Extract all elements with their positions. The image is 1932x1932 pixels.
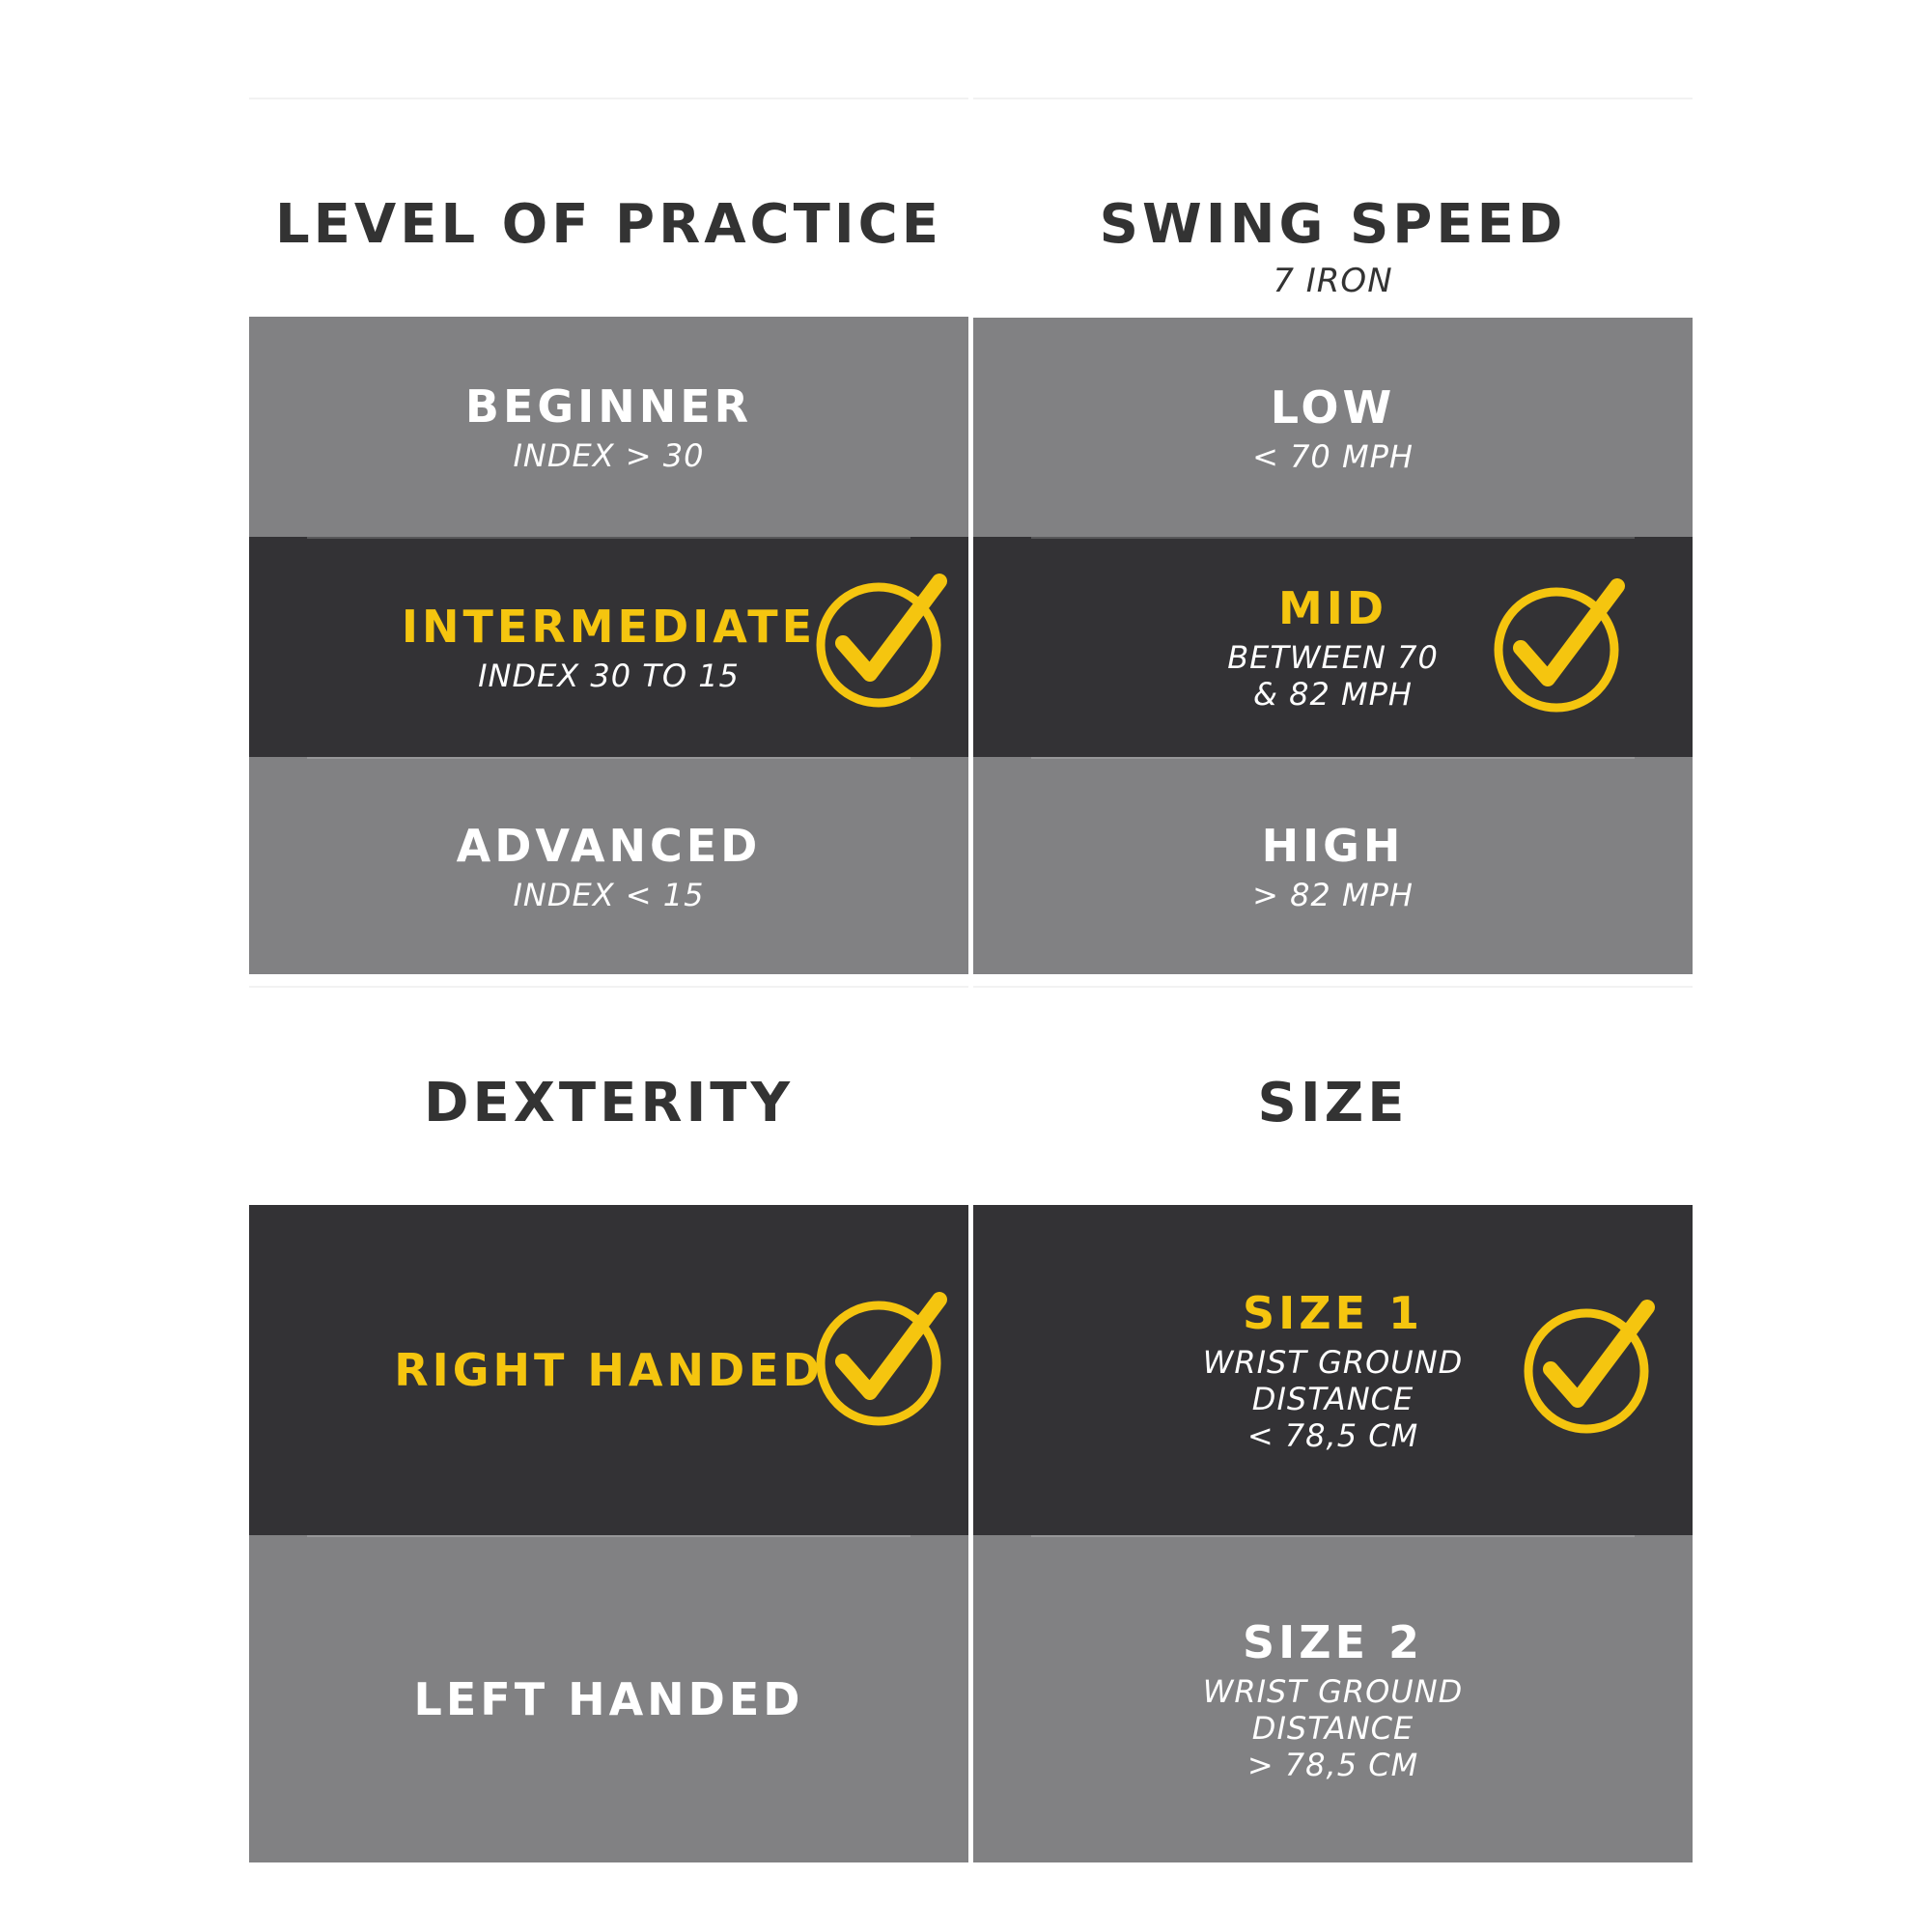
- option-desc-line1: BETWEEN 70: [1227, 639, 1439, 676]
- option-text: [1252, 819, 1414, 913]
- option-size-2[interactable]: [973, 1535, 1693, 1862]
- swing-header: [973, 194, 1693, 300]
- option-label: MID: [1277, 582, 1388, 634]
- option-desc-line3: > 78,5 CM: [1246, 1746, 1419, 1783]
- check-circle-icon: [1492, 578, 1627, 714]
- option-desc: < 70 MPH: [1252, 437, 1414, 475]
- section-title: SWING SPEED: [1099, 193, 1567, 256]
- row-separator: [307, 1535, 910, 1537]
- section-title: LEVEL OF PRACTICE: [274, 193, 943, 256]
- size-header: [973, 1073, 1693, 1134]
- option-label: LEFT HANDED: [413, 1672, 804, 1725]
- check-circle-icon: [814, 1292, 949, 1427]
- section-title: DEXTERITY: [423, 1072, 795, 1134]
- option-desc-line2: & 82 MPH: [1253, 676, 1413, 713]
- option-desc: INDEX < 15: [513, 876, 705, 913]
- option-desc-line1: WRIST GROUND: [1202, 1344, 1464, 1381]
- option-left-handed[interactable]: [249, 1535, 968, 1862]
- check-circle-icon: [814, 574, 949, 709]
- option-high[interactable]: [973, 757, 1693, 974]
- level-of-practice-section: [249, 98, 968, 974]
- option-intermediate[interactable]: [249, 537, 968, 757]
- option-label: SIZE 1: [1242, 1287, 1424, 1339]
- option-label: INTERMEDIATE: [401, 601, 817, 653]
- option-desc-line2: DISTANCE: [1251, 1709, 1414, 1747]
- row-separator: [1031, 537, 1635, 539]
- option-label: RIGHT HANDED: [394, 1344, 824, 1396]
- row-separator: [1031, 1535, 1635, 1537]
- option-text: [465, 379, 752, 474]
- option-advanced[interactable]: [249, 757, 968, 974]
- option-desc-line2: DISTANCE: [1251, 1381, 1414, 1417]
- option-text: [457, 819, 762, 913]
- option-label: HIGH: [1261, 819, 1405, 872]
- check-circle-icon: [1522, 1300, 1657, 1435]
- option-label: ADVANCED: [456, 819, 762, 872]
- option-desc-line1: WRIST GROUND: [1202, 1672, 1464, 1710]
- option-text: [1203, 1615, 1464, 1783]
- option-desc-line3: < 78,5 CM: [1246, 1417, 1419, 1454]
- row-separator: [307, 757, 910, 759]
- option-label: BEGINNER: [464, 380, 753, 433]
- section-subtitle: 7 IRON: [1273, 262, 1393, 300]
- dexterity-section: [249, 986, 968, 1862]
- option-size-1[interactable]: [973, 1205, 1693, 1535]
- option-desc: INDEX 30 TO 15: [478, 658, 740, 694]
- option-low[interactable]: [973, 318, 1693, 537]
- option-mid[interactable]: [973, 537, 1693, 757]
- swing-speed-section: [973, 98, 1693, 974]
- row-separator: [1031, 757, 1635, 759]
- option-text: [402, 600, 816, 694]
- option-text: [414, 1672, 804, 1726]
- row-separator: [307, 537, 910, 539]
- option-label: LOW: [1270, 380, 1396, 434]
- option-beginner[interactable]: [249, 317, 968, 537]
- option-text: [394, 1343, 824, 1397]
- level-header: [249, 194, 968, 256]
- option-text: [1252, 380, 1414, 475]
- option-label: SIZE 2: [1242, 1615, 1424, 1668]
- dexterity-header: [249, 1073, 968, 1134]
- option-desc: INDEX > 30: [513, 437, 705, 474]
- option-desc: > 82 MPH: [1252, 876, 1414, 913]
- option-right-handed[interactable]: [249, 1205, 968, 1535]
- section-title: SIZE: [1257, 1072, 1409, 1134]
- option-text: [1227, 581, 1439, 713]
- size-section: [973, 986, 1693, 1862]
- option-text: [1203, 1286, 1464, 1454]
